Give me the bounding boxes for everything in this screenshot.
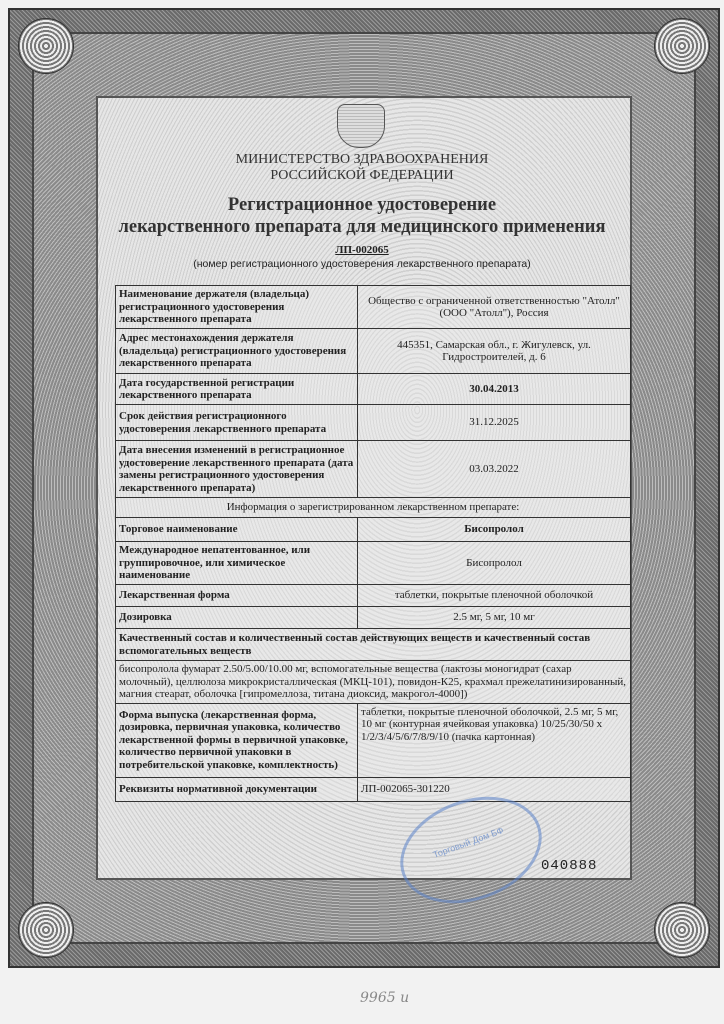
- table-row: [116, 441, 631, 498]
- row-label: Реквизиты нормативной документации: [116, 777, 358, 801]
- row-value: таблетки, покрытые пленочной оболочкой, 2.5 мг, 5 мг, 10 мг (контурная ячейковая упаковка) 10/25/30/50 х 1/2/3/4/5/6/7/8/9/10 (пачка картонная): [358, 703, 631, 777]
- table-row: [116, 542, 631, 585]
- row-value: ЛП-002065-301220: [358, 777, 631, 801]
- corner-rosette: [18, 902, 74, 958]
- row-value: Бисопролол: [358, 542, 631, 585]
- table-row: [116, 518, 631, 542]
- coat-of-arms-emblem: [337, 104, 385, 148]
- title-line: Регистрационное удостоверение: [227, 195, 497, 215]
- table-row: [116, 703, 631, 777]
- table-row: [116, 661, 631, 704]
- composition-label: Качественный состав и количественный состав действующих веществ и качественный состав вспомогательных веществ: [116, 629, 631, 661]
- certificate-table: [115, 285, 631, 802]
- ministry-line: РОССИЙСКОЙ ФЕДЕРАЦИИ: [270, 168, 454, 183]
- table-row: [116, 374, 631, 405]
- row-value: Общество с ограниченной ответственностью "Атолл" (ООО "Атолл"), Россия: [358, 286, 631, 329]
- row-label: Дата государственной регистрации лекарственного препарата: [116, 374, 358, 405]
- corner-rosette: [18, 18, 74, 74]
- row-value: 445351, Самарская обл., г. Жигулевск, ул. Гидростроителей, д. 6: [358, 329, 631, 374]
- table-row: [116, 777, 631, 801]
- row-value: 2.5 мг, 5 мг, 10 мг: [358, 607, 631, 629]
- table-row: [116, 329, 631, 374]
- title-line: лекарственного препарата для медицинского применения: [118, 217, 606, 237]
- row-value: 31.12.2025: [358, 405, 631, 441]
- info-heading: Информация о зарегистрированном лекарственном препарате:: [116, 498, 631, 518]
- table-row: [116, 286, 631, 329]
- row-label: Торговое наименование: [116, 518, 358, 542]
- row-value: 03.03.2022: [358, 441, 631, 498]
- table-row: [116, 405, 631, 441]
- row-label: Адрес местонахождения держателя (владельца) регистрационного удостоверения лекарственного препарата: [116, 329, 358, 374]
- table-row: [116, 498, 631, 518]
- document-title: [0, 194, 724, 238]
- row-label: Дозировка: [116, 607, 358, 629]
- handwritten-note: 9965 и: [360, 990, 410, 1006]
- registration-number: ЛП-002065: [335, 244, 389, 256]
- corner-rosette: [654, 18, 710, 74]
- row-label: Наименование держателя (владельца) регистрационного удостоверения лекарственного препарата: [116, 286, 358, 329]
- stamp-text: Торговый Дом БФ: [431, 825, 505, 860]
- table-row: [116, 629, 631, 661]
- composition-value: бисопролола фумарат 2.50/5.00/10.00 мг, вспомогательные вещества (лактозы моногидрат (сахар молочный), целлюлоза микрокристаллическая (МКЦ-101), повидон-К25, крахмал прежелатинизированный, магния стеарат, оболочка [гипромеллоза, титана диоксид, макрогол-4000]): [116, 661, 631, 704]
- ministry-line: МИНИСТЕРСТВО ЗДРАВООХРАНЕНИЯ: [235, 152, 489, 167]
- row-value: таблетки, покрытые пленочной оболочкой: [358, 585, 631, 607]
- registration-number-caption: (номер регистрационного удостоверения лекарственного препарата): [193, 258, 531, 270]
- row-value: 30.04.2013: [358, 374, 631, 405]
- serial-number: 040888: [541, 858, 598, 874]
- row-label: Срок действия регистрационного удостоверения лекарственного препарата: [116, 405, 358, 441]
- ministry-name: [0, 152, 724, 184]
- row-label: Международное непатентованное, или группировочное, или химическое наименование: [116, 542, 358, 585]
- corner-rosette: [654, 902, 710, 958]
- table-row: [116, 607, 631, 629]
- row-label: Лекарственная форма: [116, 585, 358, 607]
- table-row: [116, 585, 631, 607]
- row-label: Дата внесения изменений в регистрационное удостоверение лекарственного препарата (дата замены регистрационного удостоверения лекарственного препарата): [116, 441, 358, 498]
- row-label: Форма выпуска (лекарственная форма, дозировка, первичная упаковка, количество лекарственной формы в первичной упаковке, количество первичной упаковки в потребительской упаковке, комплектность): [116, 703, 358, 777]
- row-value: Бисопролол: [358, 518, 631, 542]
